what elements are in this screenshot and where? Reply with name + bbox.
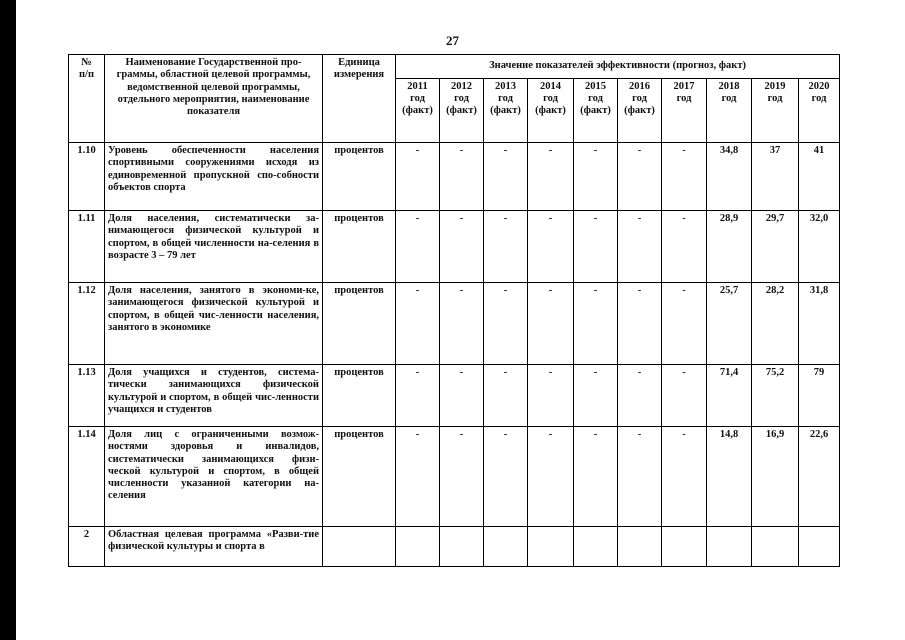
year-note: (факт) <box>624 105 655 116</box>
year-word: год <box>676 93 692 104</box>
value-cell-2015: - <box>574 283 618 365</box>
value-cell-2016: - <box>618 427 662 527</box>
value-cell-2012: - <box>440 283 484 365</box>
value-cell-2012: - <box>440 365 484 427</box>
year-label: 2011 <box>407 81 428 92</box>
year-note: (факт) <box>402 105 433 116</box>
value-cell-2019: 75,2 <box>752 365 799 427</box>
year-label: 2017 <box>673 81 695 92</box>
year-label: 2019 <box>764 81 786 92</box>
value-cell-2012 <box>440 527 484 567</box>
value-cell-2020: 31,8 <box>799 283 840 365</box>
value-cell-2012: - <box>440 211 484 283</box>
value-cell-2013 <box>484 527 528 567</box>
indicators-table <box>68 54 840 567</box>
value-cell-2018 <box>707 527 752 567</box>
indicator-name: Областная целевая программа «Разви-тие физической культуры и спорта в <box>105 527 323 567</box>
row-number: 1.11 <box>69 211 105 283</box>
header-year-2016 <box>618 79 662 143</box>
value-cell-2014: - <box>528 427 574 527</box>
value-cell-2016: - <box>618 283 662 365</box>
value-cell-2018: 25,7 <box>707 283 752 365</box>
year-word: год <box>721 93 737 104</box>
year-word: год <box>543 93 558 104</box>
value-cell-2015: - <box>574 365 618 427</box>
value-cell-2018: 71,4 <box>707 365 752 427</box>
year-word: год <box>588 93 603 104</box>
page-number: 27 <box>446 33 459 48</box>
year-word: год <box>454 93 469 104</box>
row-number: 1.14 <box>69 427 105 527</box>
unit-cell: процентов <box>323 143 396 211</box>
header-year-2015 <box>574 79 618 143</box>
header-year-2014 <box>528 79 574 143</box>
year-note: (факт) <box>535 105 566 116</box>
value-cell-2014: - <box>528 143 574 211</box>
year-label: 2013 <box>495 81 516 92</box>
row-number: 1.13 <box>69 365 105 427</box>
value-cell-2020 <box>799 527 840 567</box>
table-row <box>69 365 840 427</box>
header-values-title: Значение показателей эффективности (прогноз, факт) <box>396 55 840 79</box>
indicator-name: Доля лиц с ограниченными возмож-ностями здоровья и инвалидов, систематически занимающихся физи-ческой культурой и спортом, в общей численности указанной категории на-селения <box>105 427 323 527</box>
header-year-2020 <box>799 79 840 143</box>
value-cell-2015: - <box>574 427 618 527</box>
value-cell-2012: - <box>440 143 484 211</box>
value-cell-2012: - <box>440 427 484 527</box>
row-number: 1.12 <box>69 283 105 365</box>
value-cell-2017: - <box>662 143 707 211</box>
header-name: Наименование Государственной про-граммы, областной целевой программы, ведомственной целевой программы, отдельного мероприятия, наименование показателя <box>105 55 323 143</box>
value-cell-2018: 14,8 <box>707 427 752 527</box>
value-cell-2016 <box>618 527 662 567</box>
value-cell-2018: 34,8 <box>707 143 752 211</box>
indicator-name: Доля населения, систематически за-нимающегося физической культурой и спортом, в общей численности на-селения в возрасте 3 – 79 лет <box>105 211 323 283</box>
header-year-2012 <box>440 79 484 143</box>
table-row <box>69 283 840 365</box>
header-unit: Единица измерения <box>323 55 396 143</box>
value-cell-2019: 29,7 <box>752 211 799 283</box>
value-cell-2019: 37 <box>752 143 799 211</box>
value-cell-2020: 22,6 <box>799 427 840 527</box>
value-cell-2020: 32,0 <box>799 211 840 283</box>
table-row <box>69 527 840 567</box>
scan-edge-bar <box>0 0 16 640</box>
value-cell-2020: 79 <box>799 365 840 427</box>
value-cell-2017: - <box>662 427 707 527</box>
year-label: 2012 <box>451 81 472 92</box>
year-word: год <box>632 93 647 104</box>
value-cell-2017: - <box>662 365 707 427</box>
table-row <box>69 211 840 283</box>
value-cell-2013: - <box>484 143 528 211</box>
value-cell-2015 <box>574 527 618 567</box>
header-year-2011 <box>396 79 440 143</box>
header-num: № п/п <box>69 55 105 143</box>
year-label: 2015 <box>585 81 606 92</box>
year-label: 2018 <box>718 81 740 92</box>
row-number: 1.10 <box>69 143 105 211</box>
header-year-2013 <box>484 79 528 143</box>
table-row <box>69 427 840 527</box>
value-cell-2016: - <box>618 365 662 427</box>
value-cell-2016: - <box>618 143 662 211</box>
year-word: год <box>767 93 783 104</box>
indicator-name: Доля населения, занятого в экономи-ке, занимающегося физической культурой и спортом, в общей чис-ленности населения, занятого в экономике <box>105 283 323 365</box>
value-cell-2018: 28,9 <box>707 211 752 283</box>
table-row <box>69 143 840 211</box>
value-cell-2015: - <box>574 211 618 283</box>
value-cell-2017: - <box>662 211 707 283</box>
year-note: (факт) <box>446 105 477 116</box>
header-year-2018 <box>707 79 752 143</box>
year-label: 2016 <box>629 81 650 92</box>
unit-cell: процентов <box>323 211 396 283</box>
value-cell-2011: - <box>396 143 440 211</box>
year-note: (факт) <box>580 105 611 116</box>
unit-cell <box>323 527 396 567</box>
year-word: год <box>410 93 425 104</box>
value-cell-2014: - <box>528 283 574 365</box>
indicator-name: Уровень обеспеченности населения спортивными сооружениями исходя из единовременной пропускной спо-собности объектов спорта <box>105 143 323 211</box>
value-cell-2013: - <box>484 427 528 527</box>
value-cell-2014 <box>528 527 574 567</box>
year-note: (факт) <box>490 105 521 116</box>
value-cell-2013: - <box>484 365 528 427</box>
year-word: год <box>811 93 827 104</box>
year-label: 2014 <box>540 81 561 92</box>
value-cell-2014: - <box>528 211 574 283</box>
unit-cell: процентов <box>323 427 396 527</box>
value-cell-2015: - <box>574 143 618 211</box>
value-cell-2013: - <box>484 211 528 283</box>
value-cell-2011 <box>396 527 440 567</box>
unit-cell: процентов <box>323 283 396 365</box>
value-cell-2019 <box>752 527 799 567</box>
header-year-2017 <box>662 79 707 143</box>
value-cell-2020: 41 <box>799 143 840 211</box>
unit-cell: процентов <box>323 365 396 427</box>
value-cell-2011: - <box>396 427 440 527</box>
value-cell-2011: - <box>396 283 440 365</box>
row-number: 2 <box>69 527 105 567</box>
value-cell-2019: 28,2 <box>752 283 799 365</box>
value-cell-2017 <box>662 527 707 567</box>
header-year-2019 <box>752 79 799 143</box>
value-cell-2014: - <box>528 365 574 427</box>
indicator-name: Доля учащихся и студентов, система-тически занимающихся физической культурой и спортом, в общей чис-ленности учащихся и студентов <box>105 365 323 427</box>
year-word: год <box>498 93 513 104</box>
value-cell-2013: - <box>484 283 528 365</box>
value-cell-2011: - <box>396 365 440 427</box>
value-cell-2016: - <box>618 211 662 283</box>
value-cell-2019: 16,9 <box>752 427 799 527</box>
year-label: 2020 <box>808 81 830 92</box>
value-cell-2017: - <box>662 283 707 365</box>
value-cell-2011: - <box>396 211 440 283</box>
